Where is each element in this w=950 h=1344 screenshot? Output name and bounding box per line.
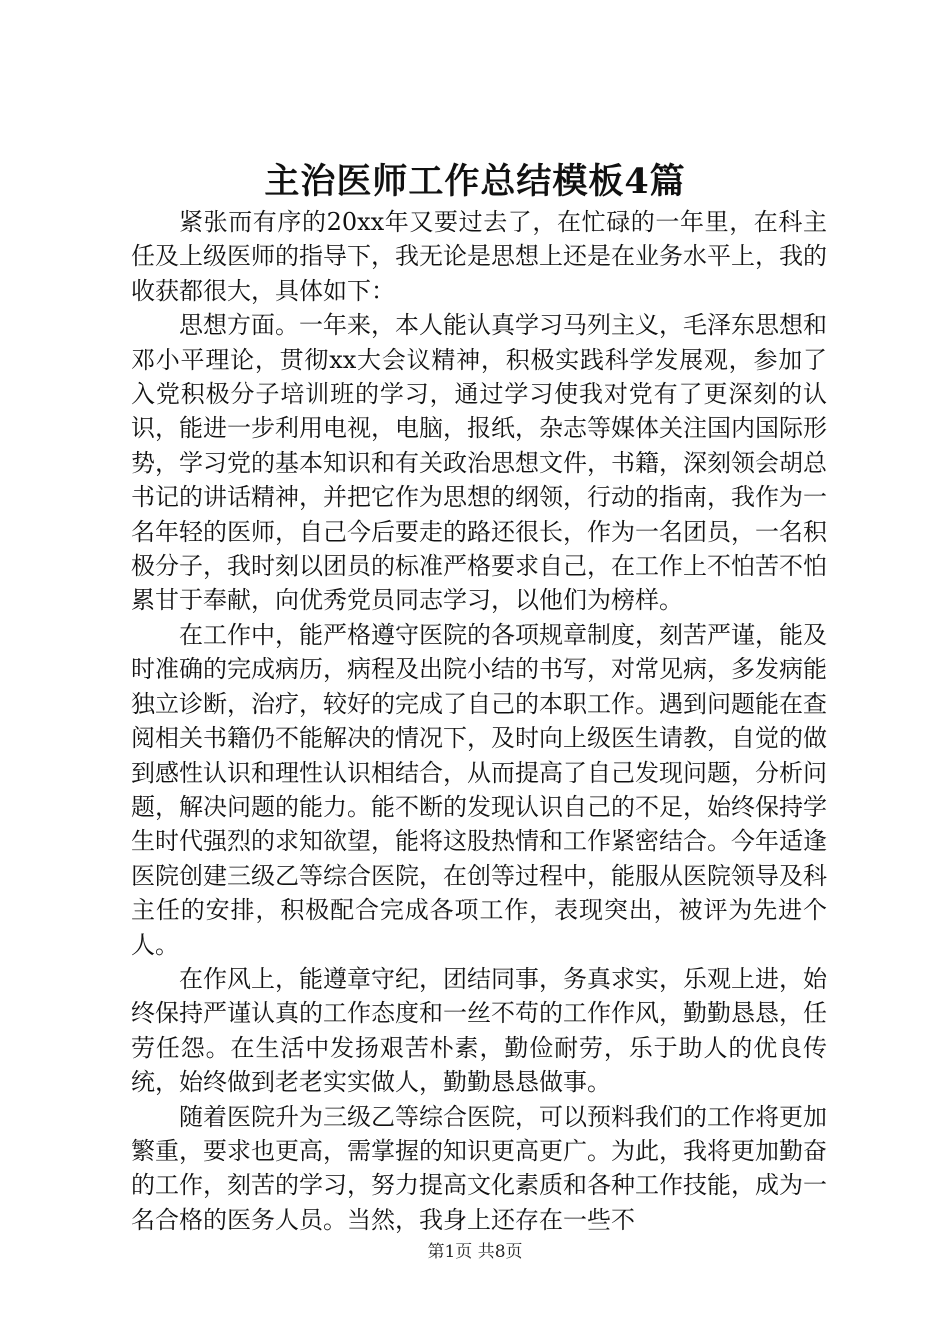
- document-title: 主治医师工作总结模板4篇: [264, 161, 686, 202]
- paragraph-intro: 紧张而有序的20xx年又要过去了，在忙碌的一年里，在科主任及上级医师的指导下，我无论是思想上还是在业务水平上，我的收获都很大，具体如下：: [131, 208, 827, 305]
- paragraph-style: 在作风上，能遵章守纪，团结同事，务真求实，乐观上进，始终保持严谨认真的工作态度和一丝不苟的工作作风，勤勤恳恳，任劳任怨。在生活中发扬艰苦朴素，勤俭耐劳，乐于助人的优良传统，始终做到老老实实做人，勤勤恳恳做事。: [131, 964, 827, 1097]
- paragraph-outlook: 随着医院升为三级乙等综合医院，可以预料我们的工作将更加繁重，要求也更高，需掌握的知识更高更广。为此，我将更加勤奋的工作，刻苦的学习，努力提高文化素质和各种工作技能，成为一名合格的医务人员。当然，我身上还存在一些不: [131, 1102, 827, 1234]
- page-number: 第1页 共8页: [427, 1242, 523, 1262]
- document-body: [131, 205, 827, 1237]
- paragraph-thought: 思想方面。一年来，本人能认真学习马列主义，毛泽东思想和邓小平理论，贯彻xx大会议精神，积极实践科学发展观，参加了入党积极分子培训班的学习，通过学习使我对党有了更深刻的认识，能进一步利用电视，电脑，报纸，杂志等媒体关注国内国际形势，学习党的基本知识和有关政治思想文件，书籍，深刻领会胡总书记的讲话精神，并把它作为思想的纲领，行动的指南，我作为一名年轻的医师，自己今后要走的路还很长，作为一名团员，一名积极分子，我时刻以团员的标准严格要求自己，在工作上不怕苦不怕累甘于奉献，向优秀党员同志学习，以他们为榜样。: [131, 311, 827, 615]
- paragraph-work: 在工作中，能严格遵守医院的各项规章制度，刻苦严谨，能及时准确的完成病历，病程及出院小结的书写，对常见病，多发病能独立诊断，治疗，较好的完成了自己的本职工作。遇到问题能在查阅相关书籍仍不能解决的情况下，及时向上级医生请教，自觉的做到感性认识和理性认识相结合，从而提高了自己发现问题，分析问题，解决问题的能力。能不断的发现认识自己的不足，始终保持学生时代强烈的求知欲望，能将这股热情和工作紧密结合。今年适逢医院创建三级乙等综合医院，在创等过程中，能服从医院领导及科主任的安排，积极配合完成各项工作，表现突出，被评为先进个人。: [131, 620, 827, 959]
